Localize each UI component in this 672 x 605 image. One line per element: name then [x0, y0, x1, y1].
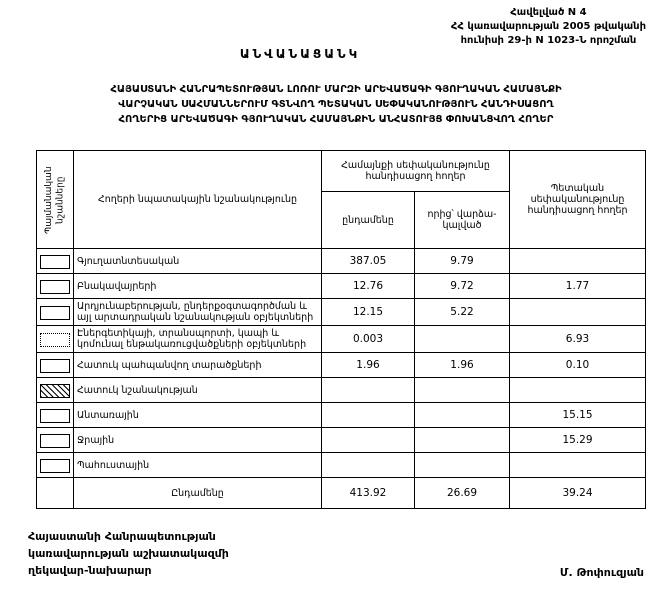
table-row — [37, 353, 646, 378]
table-row — [37, 274, 646, 299]
appendix-line: Հավելված N 4 — [510, 7, 587, 18]
table-row — [37, 453, 646, 478]
table-header-row-1 — [37, 151, 646, 192]
total-state: 39.24 — [510, 478, 646, 509]
legend-swatch-icon — [40, 255, 70, 269]
value-community-leased — [415, 403, 510, 428]
value-community-total: 12.76 — [322, 274, 415, 299]
value-state: 15.29 — [510, 428, 646, 453]
value-community-leased — [415, 326, 510, 353]
value-state: 15.15 — [510, 403, 646, 428]
legend-cell — [37, 249, 74, 274]
total-community-total: 413.92 — [322, 478, 415, 509]
value-state — [510, 378, 646, 403]
land-category-label: Արդյունաբերության, ընդերքօգտագործման և այլ արտադրական նշանակության օբյեկտների — [74, 299, 322, 326]
value-state: 0.10 — [510, 353, 646, 378]
value-state: 1.77 — [510, 274, 646, 299]
legend-cell — [37, 274, 74, 299]
header-symbols-label: Պայմանական նշանները — [43, 165, 65, 234]
legend-swatch-icon — [40, 306, 70, 320]
value-community-leased: 9.72 — [415, 274, 510, 299]
value-community-total — [322, 428, 415, 453]
legend-cell — [37, 378, 74, 403]
legend-cell — [37, 428, 74, 453]
document-title: ԱՆՎԱՆԱՑԱՆԿ — [239, 47, 361, 61]
table-row — [37, 249, 646, 274]
land-transfer-table — [36, 150, 646, 509]
table-total-row — [37, 478, 646, 509]
value-state — [510, 299, 646, 326]
legend-swatch-icon — [40, 333, 70, 347]
subtitle-line: ՎԱՐՉԱԿԱՆ ՍԱՀՄԱՆՆԵՐՈՒՄ ԳՏՆՎՈՂ ՊԵՏԱԿԱՆ ՍԵՓԱԿԱՆՈՒԹՅՈՒՆ ՀԱՆԴԻՍԱՑՈՂ — [118, 99, 554, 110]
legend-cell — [37, 326, 74, 353]
value-community-leased: 9.79 — [415, 249, 510, 274]
value-state: 6.93 — [510, 326, 646, 353]
legend-swatch-icon — [40, 434, 70, 448]
land-category-label: Բնակավայրերի — [74, 274, 322, 299]
land-category-label: Հատուկ նշանակության — [74, 378, 322, 403]
table-row — [37, 299, 646, 326]
signatory-name: Մ. Թոփուզյան — [559, 566, 644, 579]
legend-swatch-icon — [40, 280, 70, 294]
header-community-total: ընդամենը — [322, 192, 415, 249]
legend-swatch-icon — [40, 409, 70, 423]
land-category-label: Անտառային — [74, 403, 322, 428]
legend-cell — [37, 299, 74, 326]
appendix-line: հունիսի 29-ի N 1023-Ն որոշման — [460, 35, 637, 46]
legend-cell — [37, 453, 74, 478]
signatory-title-line: Հայաստանի Հանրապետության — [28, 530, 216, 543]
land-category-label: Հատուկ պահպանվող տարածքների — [74, 353, 322, 378]
appendix-reference — [451, 6, 646, 48]
land-category-label: Ջրային — [74, 428, 322, 453]
value-community-total: 0.003 — [322, 326, 415, 353]
value-community-total — [322, 403, 415, 428]
table-row — [37, 428, 646, 453]
value-community-total: 1.96 — [322, 353, 415, 378]
header-community-leased: որից՝ վարձա-կալված — [415, 192, 510, 249]
value-community-total — [322, 453, 415, 478]
value-community-leased — [415, 428, 510, 453]
table-row — [37, 378, 646, 403]
header-symbols — [37, 151, 74, 249]
value-community-leased: 1.96 — [415, 353, 510, 378]
legend-swatch-icon — [40, 359, 70, 373]
legend-cell — [37, 403, 74, 428]
header-community-group: Համայնքի սեփականությունը հանդիսացող հողեր — [322, 151, 510, 192]
signatory-title-line: ղեկավար-նախարար — [28, 564, 152, 578]
legend-swatch-icon — [40, 459, 70, 473]
land-category-label: Էներգետիկայի, տրանսպորտի, կապի և կոմունալ ենթակառուցվածքների օբյեկտների — [74, 326, 322, 353]
value-state — [510, 249, 646, 274]
subtitle-line: ՀԱՅԱՍՏԱՆԻ ՀԱՆՐԱՊԵՏՈՒԹՅԱՆ ԼՈՌՈՒ ՄԱՐԶԻ ԱՐԵՎԱԾԱԳԻ ԳՅՈՒՂԱԿԱՆ ՀԱՄԱՅՆՔԻ — [110, 84, 562, 95]
legend-cell — [37, 353, 74, 378]
value-community-total: 387.05 — [322, 249, 415, 274]
land-category-label: Պահուստային — [74, 453, 322, 478]
value-state — [510, 453, 646, 478]
total-community-leased: 26.69 — [415, 478, 510, 509]
subtitle-line: ՀՈՂԵՐԻՑ ԱՐԵՎԱԾԱԳԻ ԳՅՈՒՂԱԿԱՆ ՀԱՄԱՅՆՔԻՆ ԱՆՀԱՏՈՒՅՑ ՓՈԽԱՆՑՎՈՂ ՀՈՂԵՐ — [118, 114, 554, 125]
table-row — [37, 403, 646, 428]
table-row — [37, 326, 646, 353]
header-purpose: Հողերի նպատակային նշանակությունը — [74, 151, 322, 249]
value-community-total — [322, 378, 415, 403]
signatory-title-block — [28, 528, 229, 579]
land-category-label: Գյուղատնտեսական — [74, 249, 322, 274]
value-community-total: 12.15 — [322, 299, 415, 326]
total-label: Ընդամենը — [74, 478, 322, 509]
document-subtitle — [0, 82, 672, 127]
appendix-line: ՀՀ կառավարության 2005 թվականի — [450, 21, 646, 32]
legend-swatch-icon — [40, 384, 70, 398]
header-state: Պետական սեփականությունը հանդիսացող հողեր — [510, 151, 646, 249]
value-community-leased: 5.22 — [415, 299, 510, 326]
value-community-leased — [415, 378, 510, 403]
legend-cell-empty — [37, 478, 74, 509]
value-community-leased — [415, 453, 510, 478]
signatory-title-line: կառավարության աշխատակազմի — [28, 547, 229, 561]
